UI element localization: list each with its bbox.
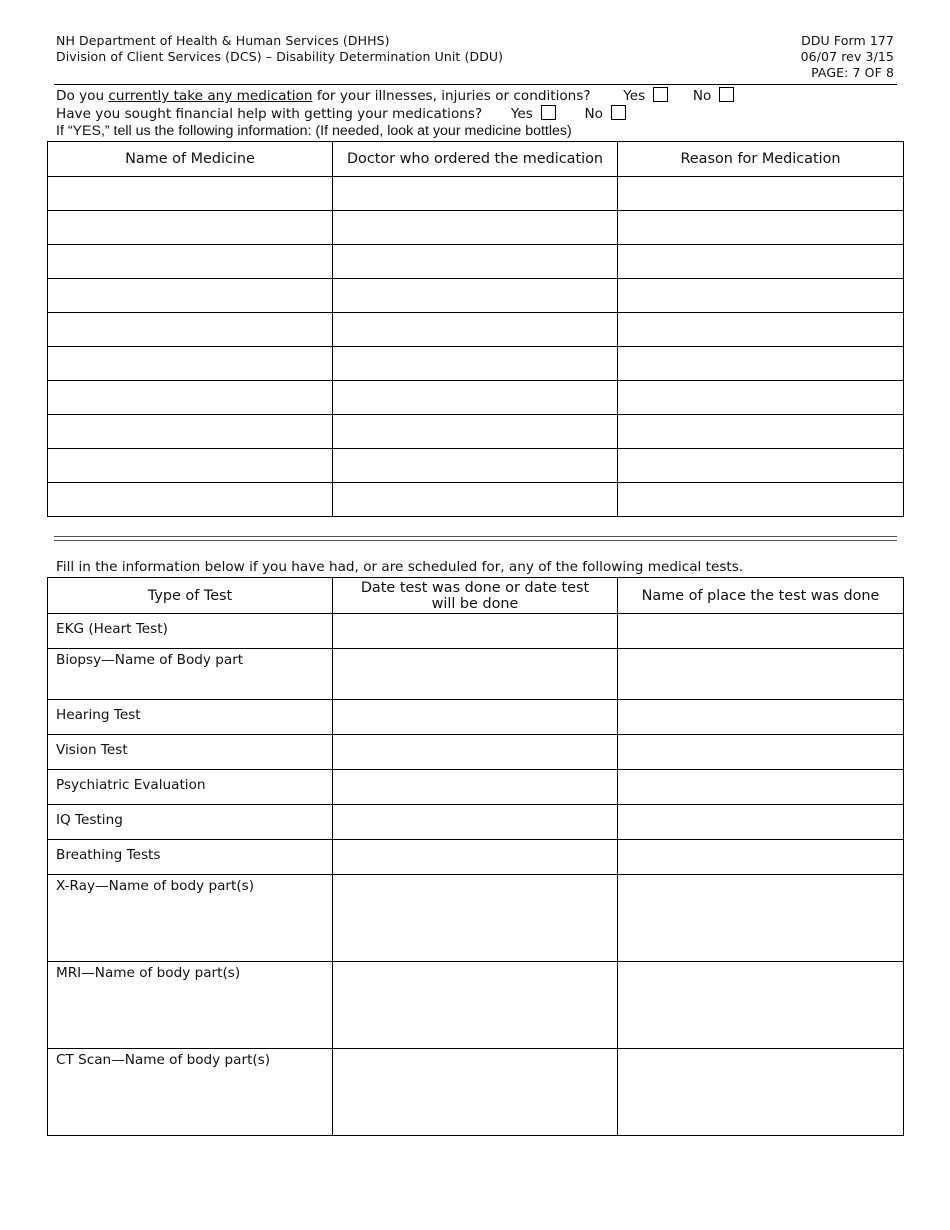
financial-yes-option bbox=[511, 105, 556, 122]
section-divider bbox=[54, 536, 897, 541]
form-identifier bbox=[801, 33, 894, 81]
column-header-medicine-name: Name of Medicine bbox=[48, 142, 333, 177]
question-text-underlined: currently take any medication bbox=[108, 88, 313, 104]
medication-yes-checkbox[interactable] bbox=[653, 87, 668, 102]
medicine-name-cell[interactable] bbox=[48, 245, 333, 279]
financial-yes-checkbox[interactable] bbox=[541, 105, 556, 120]
column-header-test-date: Date test was done or date test will be done bbox=[333, 578, 618, 614]
test-row-ct-scan bbox=[48, 1049, 904, 1136]
test-date-cell[interactable] bbox=[333, 962, 618, 1049]
tests-table-header bbox=[48, 578, 904, 614]
financial-no-option bbox=[584, 105, 626, 122]
test-row-hearing bbox=[48, 700, 904, 735]
test-type-label: Breathing Tests bbox=[48, 840, 333, 875]
medical-tests-table bbox=[47, 577, 904, 1136]
table-row bbox=[48, 483, 904, 517]
medication-yes-option bbox=[623, 87, 668, 104]
department-name: NH Department of Health & Human Services (DHHS) bbox=[56, 33, 390, 48]
yes-label: Yes bbox=[623, 88, 646, 104]
reason-cell[interactable] bbox=[618, 381, 904, 415]
page-number: PAGE: 7 OF 8 bbox=[811, 65, 894, 80]
financial-no-checkbox[interactable] bbox=[611, 105, 626, 120]
test-date-cell[interactable] bbox=[333, 840, 618, 875]
question-text: Have you sought financial help with getting your medications? bbox=[56, 106, 483, 122]
doctor-cell[interactable] bbox=[333, 177, 618, 211]
test-date-cell[interactable] bbox=[333, 1049, 618, 1136]
medication-table-header bbox=[48, 142, 904, 177]
form-revision: 06/07 rev 3/15 bbox=[800, 49, 894, 64]
medication-no-checkbox[interactable] bbox=[719, 87, 734, 102]
tests-instructions: Fill in the information below if you have had, or are scheduled for, any of the following medical tests. bbox=[56, 559, 744, 575]
test-type-label: MRI—Name of body part(s) bbox=[48, 962, 333, 1049]
reason-cell[interactable] bbox=[618, 347, 904, 381]
table-row bbox=[48, 245, 904, 279]
test-type-label: Vision Test bbox=[48, 735, 333, 770]
test-place-cell[interactable] bbox=[618, 700, 904, 735]
reason-cell[interactable] bbox=[618, 177, 904, 211]
test-date-cell[interactable] bbox=[333, 700, 618, 735]
reason-cell[interactable] bbox=[618, 245, 904, 279]
reason-cell[interactable] bbox=[618, 313, 904, 347]
header-divider bbox=[54, 84, 897, 85]
test-place-cell[interactable] bbox=[618, 805, 904, 840]
medicine-name-cell[interactable] bbox=[48, 449, 333, 483]
table-row bbox=[48, 177, 904, 211]
test-place-cell[interactable] bbox=[618, 770, 904, 805]
medicine-name-cell[interactable] bbox=[48, 211, 333, 245]
test-row-ekg bbox=[48, 614, 904, 649]
medicine-name-cell[interactable] bbox=[48, 381, 333, 415]
table-row bbox=[48, 279, 904, 313]
test-place-cell[interactable] bbox=[618, 875, 904, 962]
table-row bbox=[48, 313, 904, 347]
test-row-mri bbox=[48, 962, 904, 1049]
table-row bbox=[48, 347, 904, 381]
table-row bbox=[48, 211, 904, 245]
test-row-biopsy bbox=[48, 649, 904, 700]
column-header-test-type: Type of Test bbox=[48, 578, 333, 614]
medicine-name-cell[interactable] bbox=[48, 177, 333, 211]
reason-cell[interactable] bbox=[618, 279, 904, 313]
yes-label: Yes bbox=[510, 106, 533, 122]
medication-table bbox=[47, 141, 904, 517]
test-date-cell[interactable] bbox=[333, 805, 618, 840]
test-place-cell[interactable] bbox=[618, 1049, 904, 1136]
doctor-cell[interactable] bbox=[333, 381, 618, 415]
test-place-cell[interactable] bbox=[618, 735, 904, 770]
financial-help-question bbox=[56, 105, 626, 122]
medicine-name-cell[interactable] bbox=[48, 347, 333, 381]
medicine-name-cell[interactable] bbox=[48, 313, 333, 347]
doctor-cell[interactable] bbox=[333, 211, 618, 245]
question-text-post: for your illnesses, injuries or conditions? bbox=[312, 88, 591, 104]
medication-instructions: If “YES,” tell us the following information: (If needed, look at your medicine bottles) bbox=[56, 123, 572, 139]
agency-header bbox=[56, 33, 503, 65]
division-name: Division of Client Services (DCS) – Disability Determination Unit (DDU) bbox=[56, 49, 504, 64]
test-date-cell[interactable] bbox=[333, 770, 618, 805]
doctor-cell[interactable] bbox=[333, 245, 618, 279]
column-header-doctor: Doctor who ordered the medication bbox=[333, 142, 618, 177]
column-header-test-place: Name of place the test was done bbox=[618, 578, 904, 614]
reason-cell[interactable] bbox=[618, 449, 904, 483]
reason-cell[interactable] bbox=[618, 211, 904, 245]
doctor-cell[interactable] bbox=[333, 313, 618, 347]
column-header-reason: Reason for Medication bbox=[618, 142, 904, 177]
test-date-cell[interactable] bbox=[333, 875, 618, 962]
test-place-cell[interactable] bbox=[618, 962, 904, 1049]
test-row-iq bbox=[48, 805, 904, 840]
test-type-label: EKG (Heart Test) bbox=[48, 614, 333, 649]
table-row bbox=[48, 449, 904, 483]
no-label: No bbox=[584, 106, 603, 122]
doctor-cell[interactable] bbox=[333, 415, 618, 449]
reason-cell[interactable] bbox=[618, 415, 904, 449]
medication-question bbox=[56, 87, 734, 104]
test-type-label: Biopsy—Name of Body part bbox=[48, 649, 333, 700]
medication-no-option bbox=[693, 87, 735, 104]
test-type-label: X-Ray—Name of body part(s) bbox=[48, 875, 333, 962]
test-row-xray bbox=[48, 875, 904, 962]
test-type-label: CT Scan—Name of body part(s) bbox=[48, 1049, 333, 1136]
reason-cell[interactable] bbox=[618, 483, 904, 517]
test-date-cell[interactable] bbox=[333, 649, 618, 700]
medicine-name-cell[interactable] bbox=[48, 415, 333, 449]
doctor-cell[interactable] bbox=[333, 347, 618, 381]
medicine-name-cell[interactable] bbox=[48, 279, 333, 313]
test-type-label: Psychiatric Evaluation bbox=[48, 770, 333, 805]
table-row bbox=[48, 381, 904, 415]
no-label: No bbox=[692, 88, 712, 104]
test-place-cell[interactable] bbox=[618, 614, 904, 649]
test-place-cell[interactable] bbox=[618, 840, 904, 875]
test-place-cell[interactable] bbox=[618, 649, 904, 700]
doctor-cell[interactable] bbox=[333, 279, 618, 313]
question-text-pre: Do you bbox=[56, 88, 109, 104]
test-type-label: Hearing Test bbox=[48, 700, 333, 735]
test-type-label: IQ Testing bbox=[48, 805, 333, 840]
test-date-cell[interactable] bbox=[333, 735, 618, 770]
medicine-name-cell[interactable] bbox=[48, 483, 333, 517]
doctor-cell[interactable] bbox=[333, 449, 618, 483]
test-row-vision bbox=[48, 735, 904, 770]
form-number: DDU Form 177 bbox=[801, 33, 894, 48]
test-date-cell[interactable] bbox=[333, 614, 618, 649]
doctor-cell[interactable] bbox=[333, 483, 618, 517]
test-row-breathing bbox=[48, 840, 904, 875]
test-row-psychiatric bbox=[48, 770, 904, 805]
table-row bbox=[48, 415, 904, 449]
